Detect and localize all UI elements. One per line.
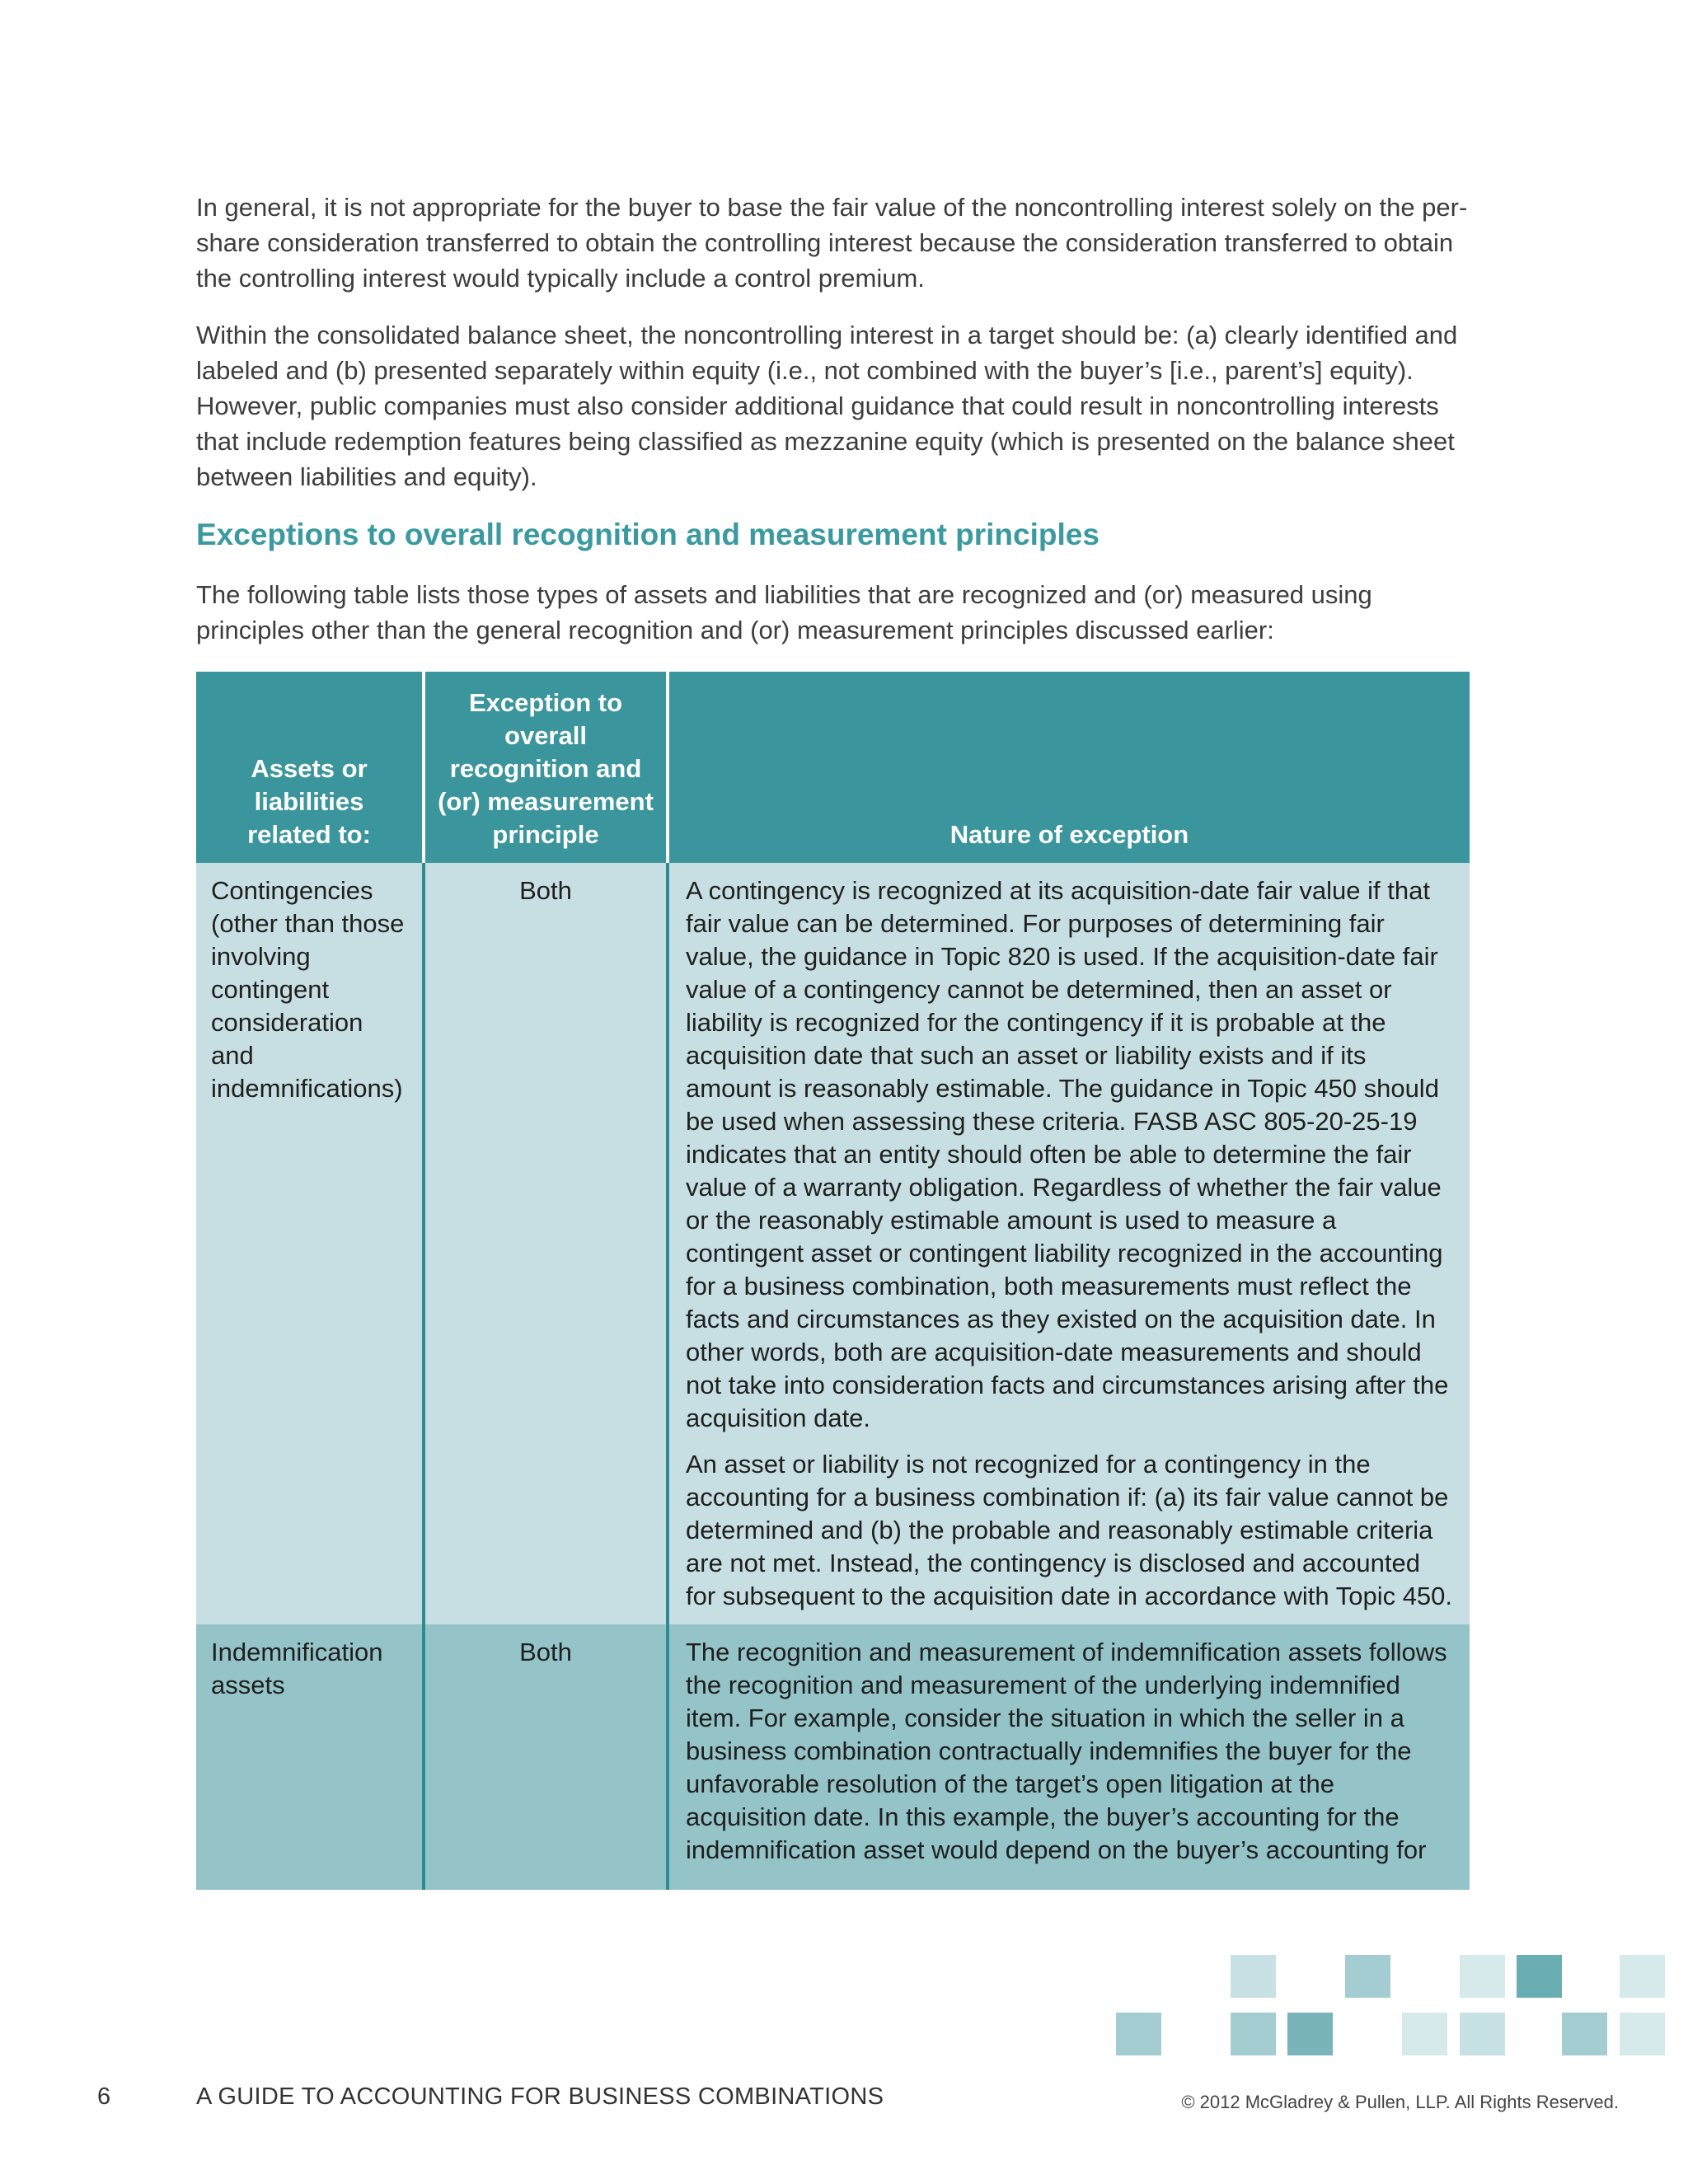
nature-paragraph: An asset or liability is not recognized for a contingency in the accounting for a business combination if: (a) its fair value cannot be determined and (b) the probable and reasonably estimable criteria are not met. Instead, the contingency is disclosed and accounted for subsequent to the acquisition date in accordance with Topic 450. <box>686 1450 1453 1610</box>
decorative-square <box>1231 1955 1276 1998</box>
decorative-square <box>1345 1955 1390 1998</box>
header-nature-of-exception: Nature of exception <box>668 672 1470 863</box>
page-content <box>196 190 1470 669</box>
table-header-row <box>196 672 1470 863</box>
row-exception-type: Both <box>424 1624 668 1890</box>
decorative-square <box>1116 2013 1161 2055</box>
footer-guide-title: A GUIDE TO ACCOUNTING FOR BUSINESS COMBINATIONS <box>196 2083 884 2110</box>
decorative-square <box>1620 2013 1665 2055</box>
page-number: 6 <box>97 2083 111 2110</box>
decorative-square <box>1460 1955 1505 1998</box>
row-item-label: Indemnification assets <box>196 1624 424 1890</box>
decorative-square <box>1287 2013 1333 2055</box>
row-nature-description <box>668 1624 1470 1890</box>
decorative-square <box>1460 2013 1505 2055</box>
header-exception-principle: Exception to overall recognition and (or) measurement principle <box>424 672 668 863</box>
intro-paragraph-1: In general, it is not appropriate for the buyer to base the fair value of the noncontrolling interest solely on the per-share consideration transferred to obtain the controlling interest because the consideration transferred to obtain the controlling interest would typically include a control premium. <box>196 193 1468 293</box>
table-row <box>196 1624 1470 1890</box>
decorative-square <box>1562 2013 1607 2055</box>
row-nature-description <box>668 863 1470 1624</box>
nature-paragraph: The recognition and measurement of indemnification assets follows the recognition and measurement of the underlying indemnified item. For example, consider the situation in which the seller in a business combination contractually indemnifies the buyer for the unfavorable resolution of the target’s open litigation at the acquisition date. In this example, the buyer’s accounting for the indemnification asset would depend on the buyer’s accounting for <box>686 1638 1447 1864</box>
row-exception-type: Both <box>424 863 668 1624</box>
row-item-label: Contingencies (other than those involving contingent consideration and indemnifications) <box>196 863 424 1624</box>
footer-copyright: © 2012 McGladrey & Pullen, LLP. All Rights Reserved. <box>1181 2092 1619 2112</box>
table-row <box>196 863 1470 1624</box>
decorative-square <box>1402 2013 1447 2055</box>
header-assets-liabilities: Assets or liabilities related to: <box>196 672 424 863</box>
section-heading: Exceptions to overall recognition and measurement principles <box>196 518 1100 551</box>
decorative-square <box>1231 2013 1276 2055</box>
table-intro-paragraph: The following table lists those types of assets and liabilities that are recognized and (or) measured using principles other than the general recognition and (or) measurement principles discussed earlier: <box>196 580 1372 644</box>
decorative-square <box>1517 1955 1562 1998</box>
exceptions-table <box>196 672 1470 1890</box>
intro-paragraph-2: Within the consolidated balance sheet, the noncontrolling interest in a target should be: (a) clearly identified and labeled and (b) presented separately within equity (i.e., not combined with the buyer’s [i.e., parent’s] equity). However, public companies must also consider additional guidance that could result in noncontrolling interests that include redemption features being classified as mezzanine equity (which is presented on the balance sheet between liabilities and equity). <box>196 321 1458 491</box>
decorative-square <box>1620 1955 1665 1998</box>
nature-paragraph: A contingency is recognized at its acquisition-date fair value if that fair value can be determined. For purposes of determining fair value, the guidance in Topic 820 is used. If the acquisition-date fair value of a contingency cannot be determined, then an asset or liability is recognized for the contingency if it is probable at the acquisition date that such an asset or liability exists and if its amount is reasonably estimable. The guidance in Topic 450 should be used when assessing these criteria. FASB ASC 805-20-25-19 indicates that an entity should often be able to determine the fair value of a warranty obligation. Regardless of whether the fair value or the reasonably estimable amount is used to measure a contingent asset or contingent liability recognized in the accounting for a business combination, both measurements must reflect the facts and circumstances as they existed on the acquisition date. In other words, both are acquisition-date measurements and should not take into consideration facts and circumstances arising after the acquisition date. <box>686 876 1449 1432</box>
